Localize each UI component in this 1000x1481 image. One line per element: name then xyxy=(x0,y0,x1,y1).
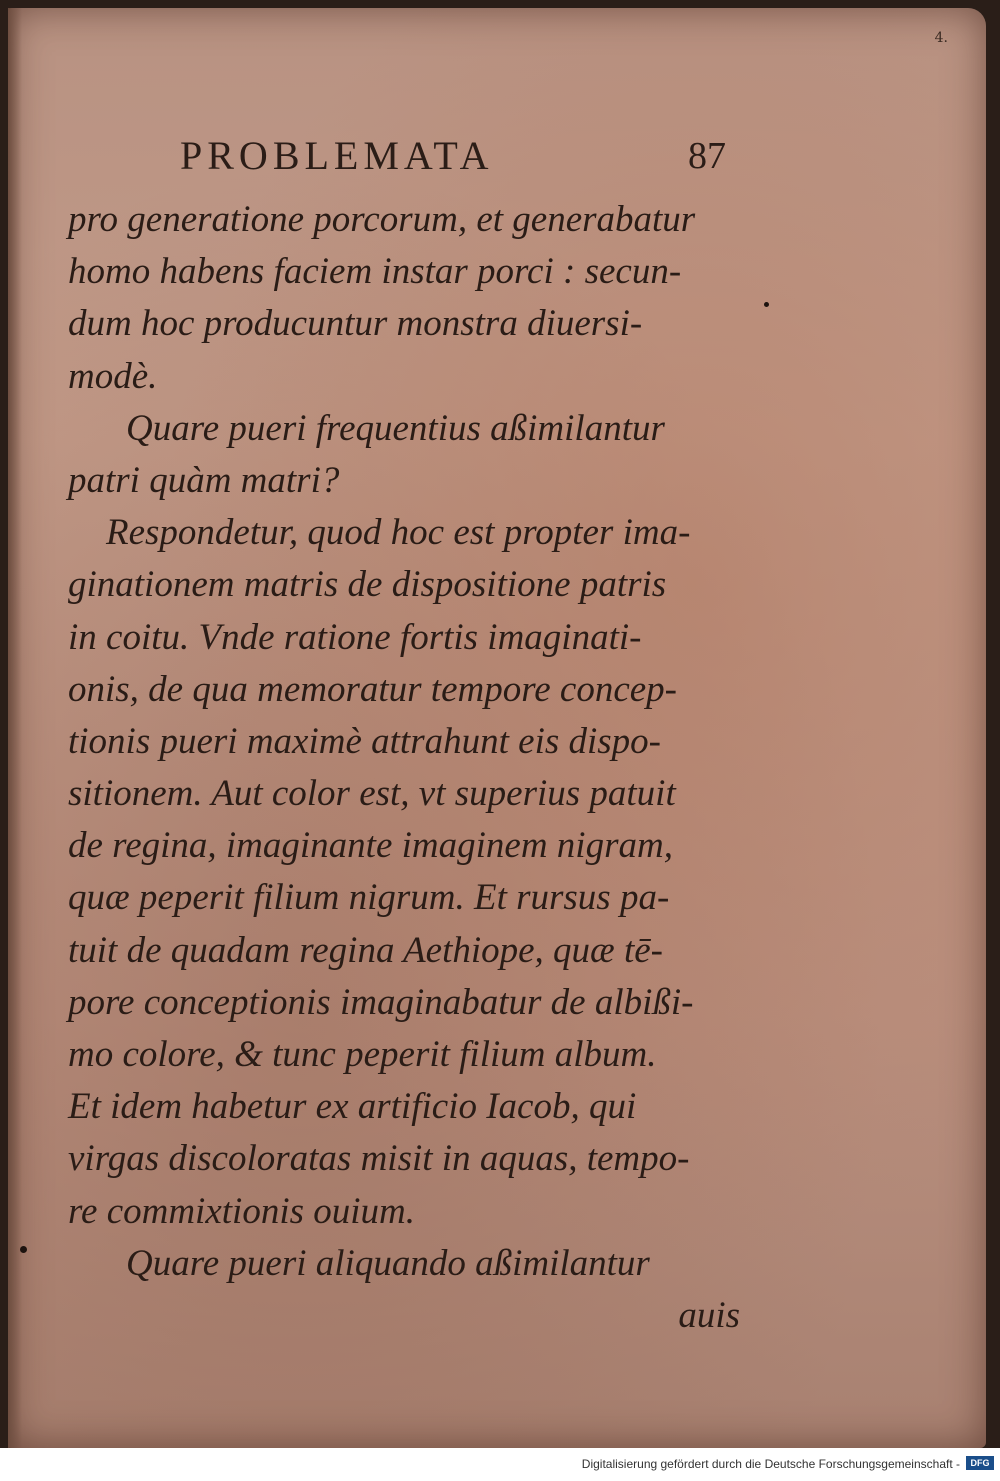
text-line: onis, de qua memoratur tempore concep- xyxy=(68,668,678,710)
text-line: pro generatione porcorum, et generabatur xyxy=(68,199,696,240)
text-line: de regina, imaginante imaginem nigram, xyxy=(68,825,673,867)
ink-spot xyxy=(20,1246,27,1253)
text-line: patri quàm matri? xyxy=(68,459,340,501)
running-header xyxy=(68,132,748,182)
text-line: in coitu. Vnde ratione fortis imaginati- xyxy=(68,616,642,658)
running-title: PROBLEMATA xyxy=(180,133,494,178)
page-number: 87 xyxy=(688,135,726,177)
text-line: ginationem matris de dispositione patris xyxy=(68,564,667,606)
folio-mark: 4. xyxy=(934,30,948,46)
text-line: modè. xyxy=(68,355,158,397)
page-gutter-shadow xyxy=(8,8,22,1448)
text-line: quæ peperit filium nigrum. Et rursus pa- xyxy=(68,877,670,919)
text-line: Respondetur, quod hoc est propter ima- xyxy=(106,512,691,554)
catchword: auis xyxy=(678,1294,740,1336)
text-line: tuit de quadam regina Aethiope, quæ tē- xyxy=(68,929,663,971)
question-heading: Quare pueri aliquando aßimilantur xyxy=(126,1242,650,1284)
text-line: tionis pueri maximè attrahunt eis dispo- xyxy=(68,720,661,762)
footer-bar xyxy=(0,1448,1000,1481)
text-line: pore conceptionis imaginabatur de albißi- xyxy=(68,981,694,1023)
text-line: mo colore, & tunc peperit filium album. xyxy=(68,1034,657,1075)
body-text xyxy=(68,194,768,1342)
ink-spot xyxy=(764,302,769,307)
funding-credit: Digitalisierung gefördert durch die Deutsche Forschungsgemeinschaft - xyxy=(581,1457,960,1471)
dfg-logo: DFG xyxy=(966,1456,994,1470)
text-line: re commixtionis ouium. xyxy=(68,1190,416,1232)
book-page xyxy=(8,8,986,1448)
text-line: virgas discoloratas misit in aquas, tempo- xyxy=(68,1138,690,1180)
text-line: sitionem. Aut color est, vt superius patuit xyxy=(68,773,676,815)
question-heading: Quare pueri frequentius aßimilantur xyxy=(126,407,665,449)
text-line: Et idem habetur ex artificio Iacob, qui xyxy=(68,1086,637,1128)
text-line: dum hoc producuntur monstra diuersi- xyxy=(68,303,643,345)
text-line: homo habens faciem instar porci : secun- xyxy=(68,251,682,293)
